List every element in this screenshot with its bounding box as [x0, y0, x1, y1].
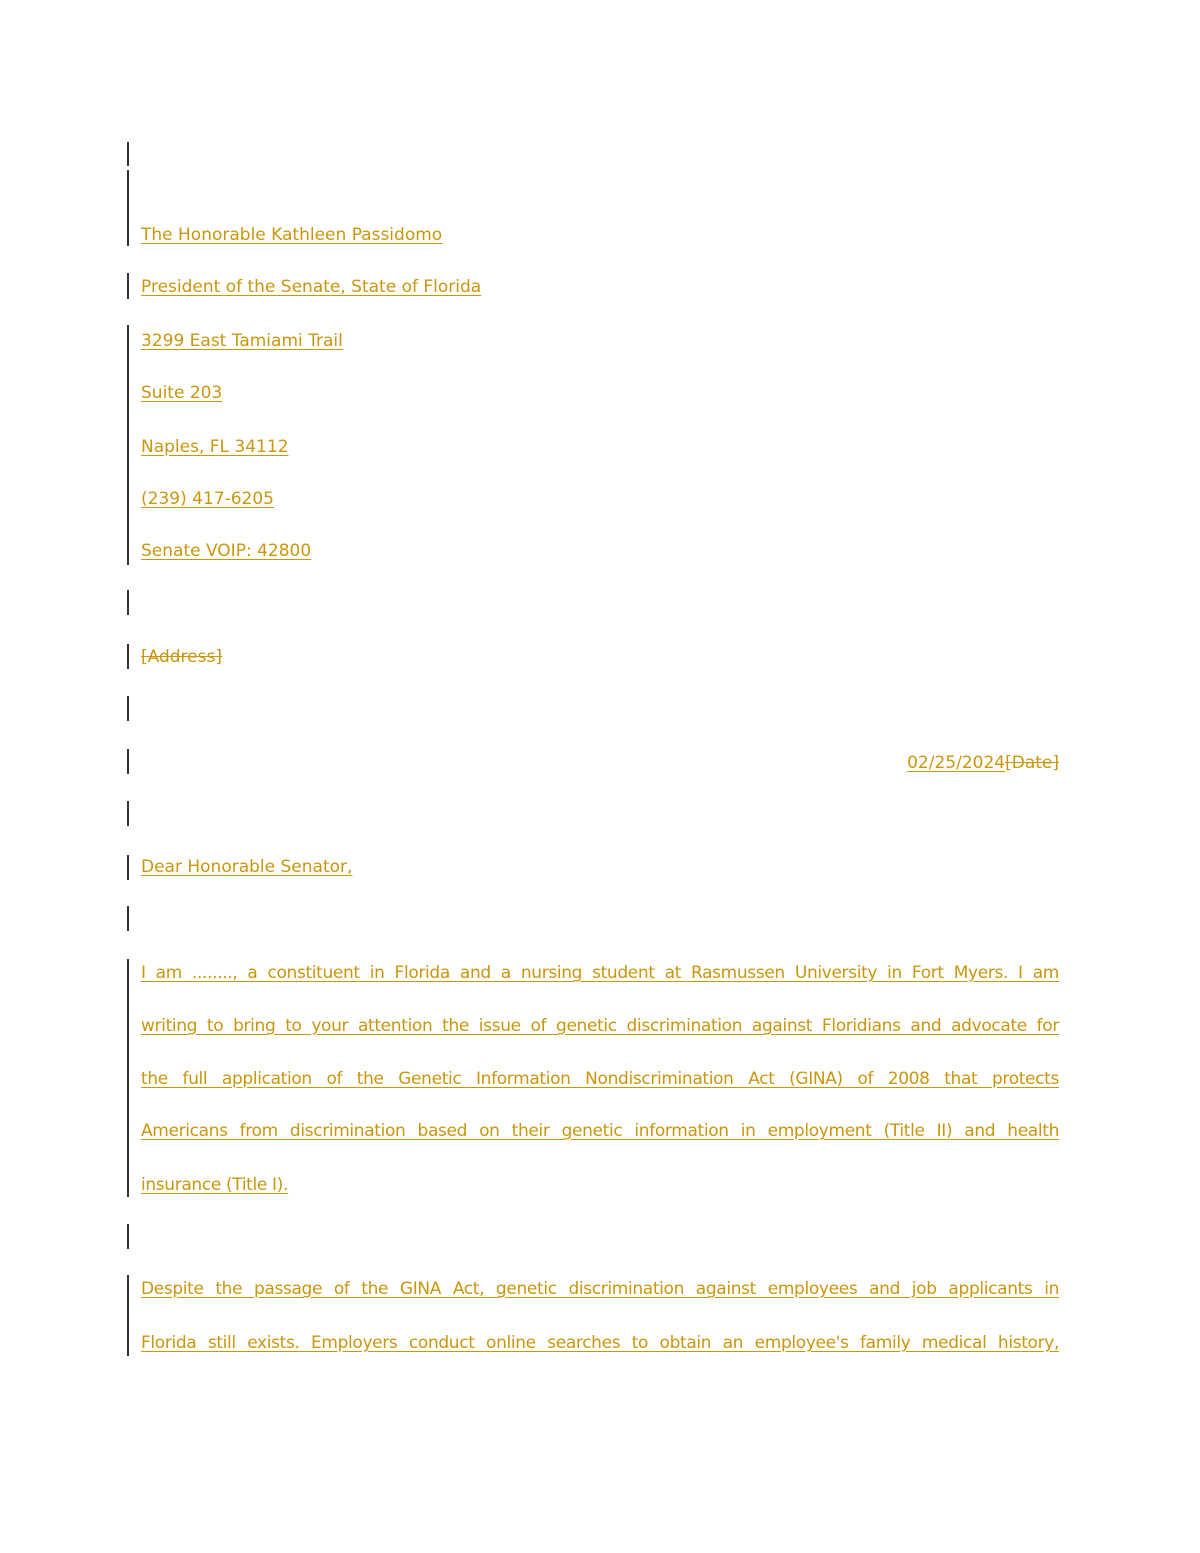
recipient-phone: (239) 417-6205: [141, 489, 274, 509]
change-bar: [127, 1224, 129, 1249]
change-bar: [127, 906, 129, 931]
change-bar: [127, 855, 129, 880]
paragraph2-line: Despite the passage of the GINA Act, genetic discrimination against employees and job applicants in: [141, 1279, 1059, 1299]
date-deleted: [Date]: [1005, 753, 1059, 773]
paragraph1-line: Americans from discrimination based on their genetic information in employment (Title II) and health: [141, 1121, 1059, 1141]
change-bar: [127, 644, 129, 669]
change-bar: [127, 959, 129, 1197]
date-inserted: 02/25/2024: [907, 753, 1006, 773]
change-bar: [127, 590, 129, 615]
recipient-city: Naples, FL 34112: [141, 437, 289, 457]
change-bar: [127, 142, 129, 166]
paragraph1-line: the full application of the Genetic Information Nondiscrimination Act (GINA) of 2008 that protects: [141, 1069, 1059, 1089]
recipient-suite: Suite 203: [141, 383, 223, 403]
deleted-address-placeholder: [Address]: [141, 647, 222, 667]
recipient-street: 3299 East Tamiami Trail: [141, 331, 343, 351]
change-bar: [127, 1275, 129, 1356]
change-bar: [127, 696, 129, 721]
recipient-voip: Senate VOIP: 42800: [141, 541, 312, 561]
salutation: Dear Honorable Senator,: [141, 857, 353, 877]
paragraph1-line: I am ........, a constituent in Florida and a nursing student at Rasmussen University in Fort Myers. I am: [141, 963, 1059, 983]
change-bar: [127, 273, 129, 299]
recipient-name: The Honorable Kathleen Passidomo: [141, 225, 443, 245]
recipient-title: President of the Senate, State of Florida: [141, 277, 482, 297]
paragraph1-line: insurance (Title I).: [141, 1175, 289, 1195]
change-bar: [127, 170, 129, 246]
change-bar: [127, 325, 129, 565]
date-line: [907, 752, 1059, 774]
paragraph2-line: Florida still exists. Employers conduct online searches to obtain an employee's family medical history,: [141, 1333, 1059, 1353]
change-bar: [127, 749, 129, 774]
change-bar: [127, 801, 129, 826]
paragraph1-line: writing to bring to your attention the issue of genetic discrimination against Floridians and advocate for: [141, 1016, 1059, 1036]
